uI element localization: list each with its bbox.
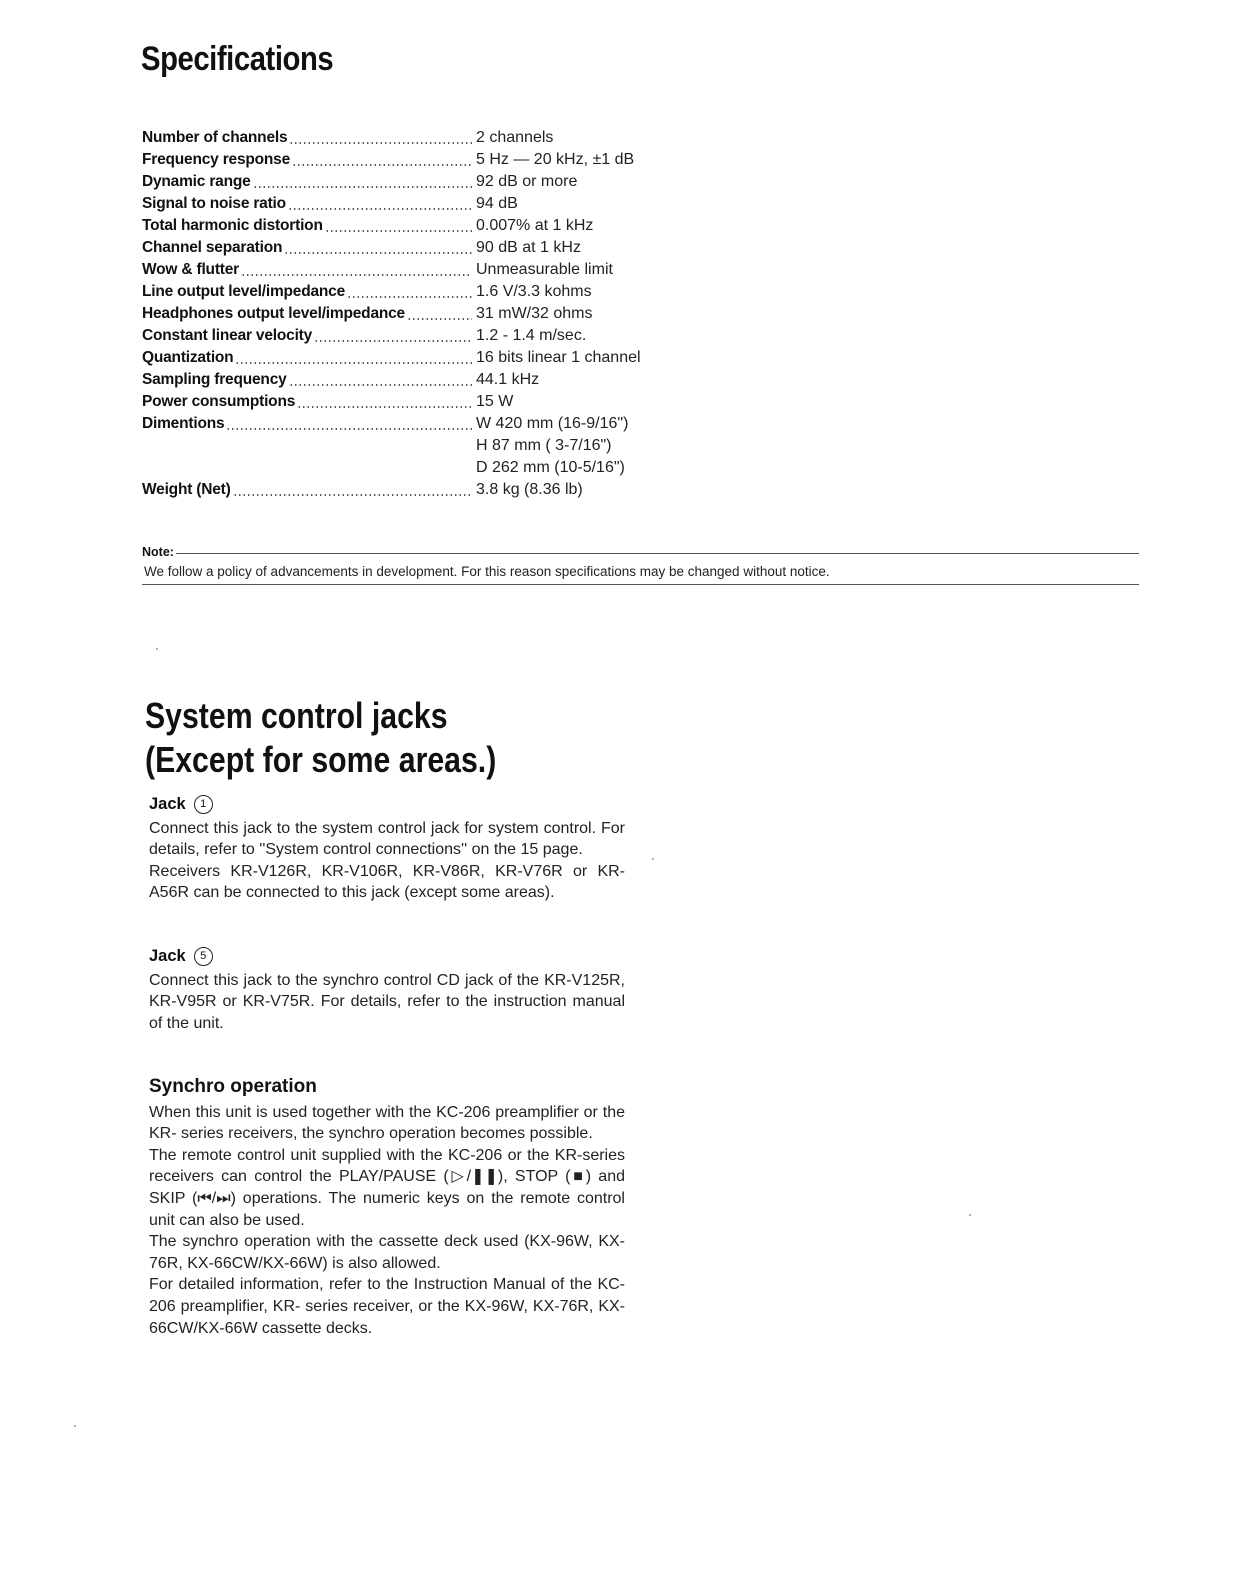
specifications-title: Specifications	[141, 40, 334, 78]
spec-label: Weight (Net)	[142, 481, 231, 498]
spec-row	[142, 149, 702, 171]
jack-5-label: Jack	[149, 947, 186, 965]
spec-row	[142, 369, 702, 391]
spec-row	[142, 281, 702, 303]
spec-label: Quantization	[142, 349, 234, 366]
scan-speck	[652, 858, 654, 860]
spec-value: 1.6 V/3.3 kohms	[476, 283, 592, 300]
spec-row	[142, 303, 702, 325]
jack-1-label: Jack	[149, 795, 186, 813]
leader-dots	[407, 318, 472, 320]
system-control-title	[145, 694, 496, 782]
leader-dots	[314, 340, 472, 342]
leader-dots	[289, 384, 472, 386]
spec-value: Unmeasurable limit	[476, 261, 613, 278]
jack-1-section	[149, 794, 625, 904]
jack-1-paragraph: Receivers KR-V126R, KR-V106R, KR-V86R, KR-V76R or KR-A56R can be connected to this jack (except some areas).	[149, 862, 625, 902]
spec-value: 94 dB	[476, 195, 518, 212]
spec-label: Wow & flutter	[142, 261, 239, 278]
note-box	[142, 543, 1139, 585]
synchro-paragraph: For detailed information, refer to the Instruction Manual of the KC-206 preamplifier, KR- series receiver, or the KX-96W, KX-76R, KX-66CW/KX-66W cassette decks.	[149, 1276, 625, 1337]
spec-row	[142, 127, 702, 149]
spec-label: Number of channels	[142, 129, 288, 146]
spec-value: H 87 mm ( 3-7/16")	[476, 437, 612, 454]
note-bottom-rule	[142, 584, 1139, 585]
spec-label: Channel separation	[142, 239, 283, 256]
leader-dots	[253, 186, 472, 188]
spec-label: Headphones output level/impedance	[142, 305, 405, 322]
leader-dots	[325, 230, 472, 232]
synchro-operation-section	[149, 1076, 625, 1339]
synchro-paragraph: The synchro operation with the cassette deck used (KX-96W, KX-76R, KX-66CW/KX-66W) is also allowed.	[149, 1233, 625, 1272]
leader-dots	[284, 252, 472, 254]
spec-row	[142, 171, 702, 193]
scan-speck	[156, 648, 158, 650]
scan-speck	[74, 1425, 76, 1427]
spec-value: 15 W	[476, 393, 514, 410]
spec-label: Line output level/impedance	[142, 283, 346, 300]
spec-row	[142, 413, 702, 479]
spec-row	[142, 215, 702, 237]
jack-1-paragraph: Connect this jack to the system control jack for system control. For details, refer to ''System control connections'' on the 15 page.	[149, 819, 625, 859]
note-label: Note:	[142, 545, 174, 559]
spec-label: Frequency response	[142, 151, 291, 168]
spec-value: 2 channels	[476, 129, 554, 146]
spec-label: Sampling frequency	[142, 371, 287, 388]
system-control-title-line1: System control jacks	[145, 695, 448, 736]
spec-label: Power consumptions	[142, 393, 296, 410]
spec-row	[142, 325, 702, 347]
leader-dots	[235, 362, 472, 364]
spec-label: Total harmonic distortion	[142, 217, 323, 234]
spec-row	[142, 193, 702, 215]
spec-value: 1.2 - 1.4 m/sec.	[476, 327, 587, 344]
synchro-paragraph: When this unit is used together with the KC-206 preamplifier or the KR- series receivers, the synchro operation becomes possible.	[149, 1103, 625, 1143]
system-control-title-line2: (Except for some areas.)	[145, 739, 497, 780]
spec-value: W 420 mm (16-9/16")	[476, 415, 629, 432]
spec-value: 44.1 kHz	[476, 371, 540, 388]
jack-5-number-circle: 5	[194, 947, 213, 966]
spec-row	[142, 347, 702, 369]
jack-5-paragraph: Connect this jack to the synchro control CD jack of the KR-V125R, KR-V95R or KR-V75R. For details, refer to the instruction manual of the unit.	[149, 971, 625, 1032]
synchro-operation-title: Synchro operation	[149, 1076, 317, 1097]
spec-label: Signal to noise ratio	[142, 195, 286, 212]
spec-value: 31 mW/32 ohms	[476, 305, 593, 322]
leader-dots	[292, 164, 472, 166]
spec-row	[142, 237, 702, 259]
spec-value: D 262 mm (10-5/16")	[476, 459, 625, 476]
leader-dots	[226, 428, 472, 430]
leader-dots	[233, 494, 472, 496]
jack-5-section	[149, 946, 625, 1034]
spec-label: Constant linear velocity	[142, 327, 313, 344]
leader-dots	[347, 296, 472, 298]
leader-dots	[297, 406, 472, 408]
specifications-table	[142, 127, 702, 501]
leader-dots	[241, 274, 472, 276]
scan-speck	[969, 1214, 971, 1216]
spec-row	[142, 479, 702, 501]
spec-value: 92 dB or more	[476, 173, 578, 190]
spec-label: Dynamic range	[142, 173, 251, 190]
spec-label: Dimentions	[142, 415, 225, 432]
note-top-rule	[176, 553, 1139, 554]
spec-value: 90 dB at 1 kHz	[476, 239, 581, 256]
leader-dots	[289, 142, 472, 144]
note-text: We follow a policy of advancements in development. For this reason specifications may be changed without notice.	[144, 564, 830, 579]
spec-value: 16 bits linear 1 channel	[476, 349, 641, 366]
leader-dots	[288, 208, 472, 210]
spec-row	[142, 391, 702, 413]
spec-value: 3.8 kg (8.36 lb)	[476, 481, 583, 498]
spec-value: 0.007% at 1 kHz	[476, 217, 594, 234]
synchro-paragraph: The remote control unit supplied with the KC-206 or the KR-series receivers can control the PLAY/PAUSE (▷/❚❚), STOP (■) and SKIP (⏮/⏭) operations. The numeric keys on the remote control unit can also be used.	[149, 1146, 625, 1229]
spec-value: 5 Hz — 20 kHz, ±1 dB	[476, 151, 635, 168]
spec-row	[142, 259, 702, 281]
jack-1-number-circle: 1	[194, 795, 213, 814]
